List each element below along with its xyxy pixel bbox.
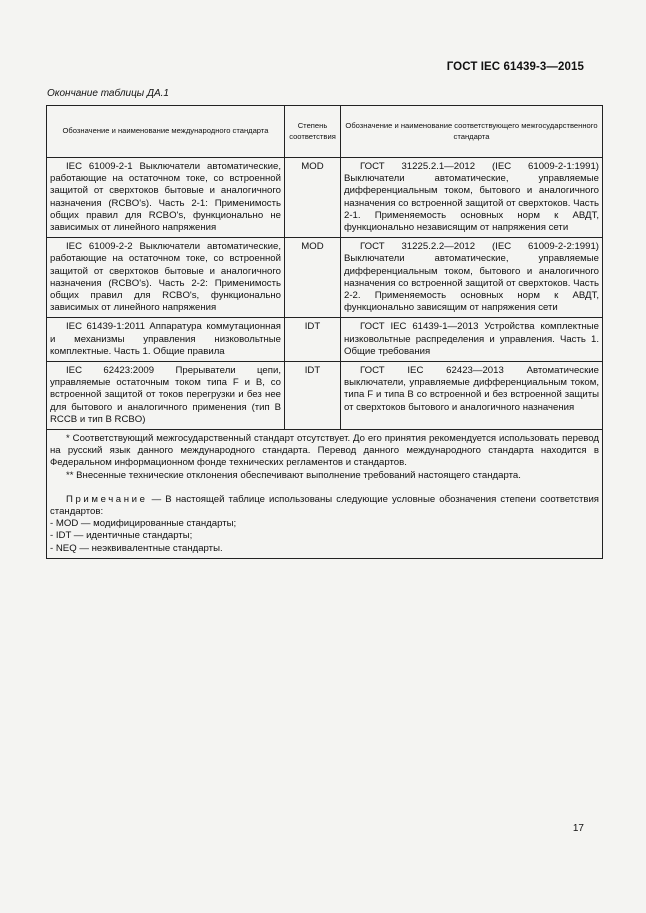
table-row [47,158,603,238]
table-row [47,238,603,318]
note-text: — В настоящей таблице использованы следующие условные обозначения степени соответствия стандартов: [50,493,599,518]
degree-cell: IDT [285,362,341,430]
footnote-single-star: * Соответствующий межгосударственный стандарт отсутствует. До его принятия рекомендуется использовать перевод на русский язык данного международного стандарта. Перевод данного международного стандарта находится в Федеральном информационном фонде технических регламентов и стандартов. [50,433,599,469]
table-notes-row [47,430,603,559]
degree-cell: MOD [285,238,341,318]
table-header-row [47,106,603,158]
degree-cell: IDT [285,318,341,362]
table-row [47,362,603,430]
intl-standard-cell: IEC 61439-1:2011 Аппаратура коммутационная и механизмы управления низковольтные комплектные. Часть 1. Общие правила [47,318,285,362]
header-degree: Степень соответствия [285,106,341,158]
intl-standard-cell: IEC 61009-2-1 Выключатели автоматические, работающие на остаточном токе, со встроенной защитой от сверхтоков бытовые и аналогичного назначения (RCBO's). Часть 2-1: Применимость общих правил для RCBO's, функционально не зависимых от линейного напряжения [47,158,285,238]
degree-cell: MOD [285,158,341,238]
national-standard-cell: ГОСТ IEC 62423—2013 Автоматические выключатели, управляемые дифференциальным током, типа F и типа В со встроенной и без встроенной защиты от сверхтоков бытового и аналогичного назначения [341,362,603,430]
intl-standard-cell: IEC 61009-2-2 Выключатели автоматические, работающие на остаточном токе, со встроенной защитой от сверхтоков бытовые и аналогичного назначения (RCBO's). Часть 2-2: Применимость общих правил для RCBO's, функционально зависимых от линейного напряжения [47,238,285,318]
table-caption: Окончание таблицы ДА.1 [47,88,169,99]
page-number: 17 [572,823,584,834]
national-standard-cell: ГОСТ 31225.2.1—2012 (IEC 61009-2-1:1991) Выключатели автоматические, управляемые дифференциальным током, бытового и аналогичного назначения со встроенной защитой от сверхтоков. Часть 2-1. Применяемость основных норм к АВДТ, функционально независящим от напряжения сети [341,158,603,238]
intl-standard-cell: IEC 62423:2009 Прерыватели цепи, управляемые остаточным током типа F и В, со встроенной защитой от токов перегрузки и без нее для бытового и аналогичного применения (тип В RCCB и тип В RCBO) [47,362,285,430]
note-list-item: - IDT — идентичные стандарты; [50,530,193,542]
national-standard-cell: ГОСТ 31225.2.2—2012 (IEC 61009-2-2:1991) Выключатели автоматические, управляемые дифференциальным током, бытового и аналогичного назначения со встроенной защитой от сверхтоков. Часть 2-2. Применяемость основных норм к АВДТ, функционально зависящим от напряжения сети [341,238,603,318]
document-header: ГОСТ IEC 61439-3—2015 [446,61,584,73]
footnote-double-star: ** Внесенные технические отклонения обеспечивают выполнение требований настоящего стандарта. [66,469,521,481]
national-standard-cell: ГОСТ IEC 61439-1—2013 Устройства комплектные низковольтные распределения и управления. Часть 1. Общие требования [341,318,603,362]
note-list-item: - MOD — модифицированные стандарты; [50,518,237,530]
note-list-item: - NEQ — неэквивалентные стандарты. [50,542,223,554]
header-intl-standard: Обозначение и наименование международного стандарта [47,106,285,158]
note-paragraph [50,494,599,518]
header-national-standard: Обозначение и наименование соответствующего межгосударственного стандарта [341,106,603,158]
note-label: Примечание [66,493,148,505]
table-row [47,318,603,362]
table-notes [47,430,603,559]
correspondence-table [46,105,603,559]
